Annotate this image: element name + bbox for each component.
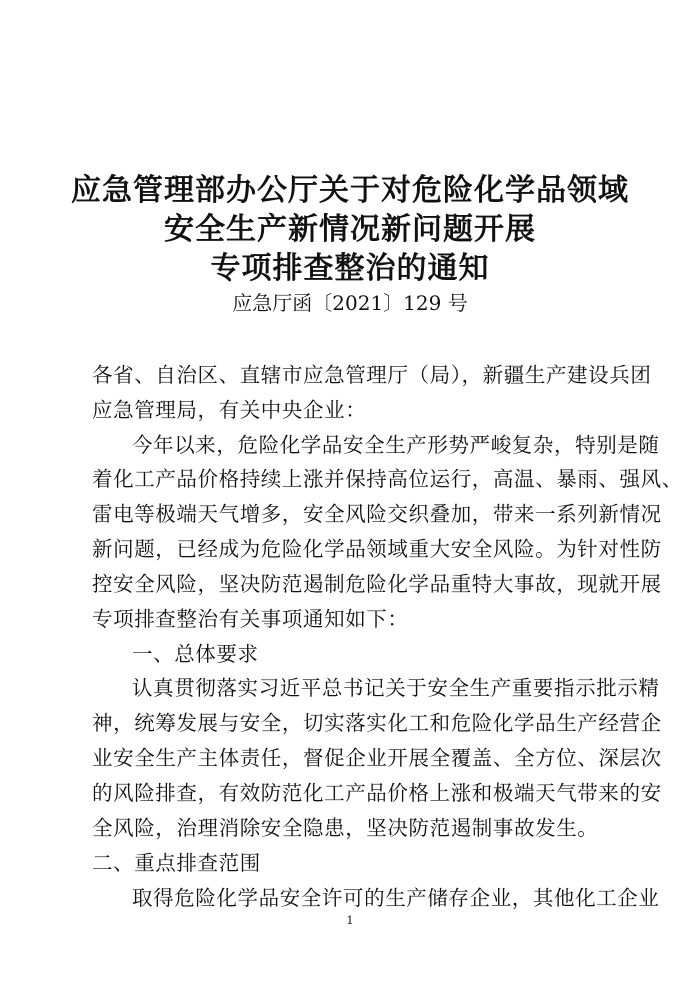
body-line: 的风险排查，有效防范化工产品价格上涨和极端天气带来的安 (92, 781, 662, 805)
body-line: 业安全生产主体责任，督促企业开展全覆盖、全方位、深层次 (92, 746, 662, 770)
body-line: 全风险，治理消除安全隐患，坚决防范遏制事故发生。 (92, 816, 599, 840)
body-line: 今年以来，危险化学品安全生产形势严峻复杂，特别是随 (132, 433, 660, 457)
document-number: 应急厅函〔2021〕129 号 (232, 291, 468, 315)
addressee-line: 各省、自治区、直辖市应急管理厅（局），新疆生产建设兵团 (92, 363, 652, 387)
page-number: 1 (346, 914, 354, 927)
body-line: 新问题，已经成为危险化学品领域重大安全风险。为针对性防 (92, 537, 662, 561)
body-line: 控安全风险，坚决防范遏制危险化学品重特大事故，现就开展 (92, 572, 662, 596)
body-line: 认真贯彻落实习近平总书记关于安全生产重要指示批示精 (132, 676, 660, 700)
body-line: 神，统筹发展与安全，切实落实化工和危险化学品生产经营企 (92, 711, 662, 735)
body-line: 雷电等极端天气增多，安全风险交织叠加，带来一系列新情况 (92, 502, 662, 526)
title-line-2: 安全生产新情况新问题开展 (164, 212, 536, 247)
title-line-3: 专项排查整治的通知 (210, 251, 490, 286)
body-line: 取得危险化学品安全许可的生产储存企业，其他化工企业 (132, 886, 660, 910)
body-line: 着化工产品价格持续上涨并保持高位运行，高温、暴雨、强风、 (92, 467, 683, 491)
section-heading: 一、总体要求 (132, 642, 259, 666)
addressee-line: 应急管理局，有关中央企业： (92, 398, 367, 422)
section-heading: 二、重点排查范围 (92, 851, 261, 875)
body-line: 专项排查整治有关事项通知如下： (92, 607, 409, 631)
title-line-1: 应急管理部办公厅关于对危险化学品领域 (71, 173, 629, 208)
